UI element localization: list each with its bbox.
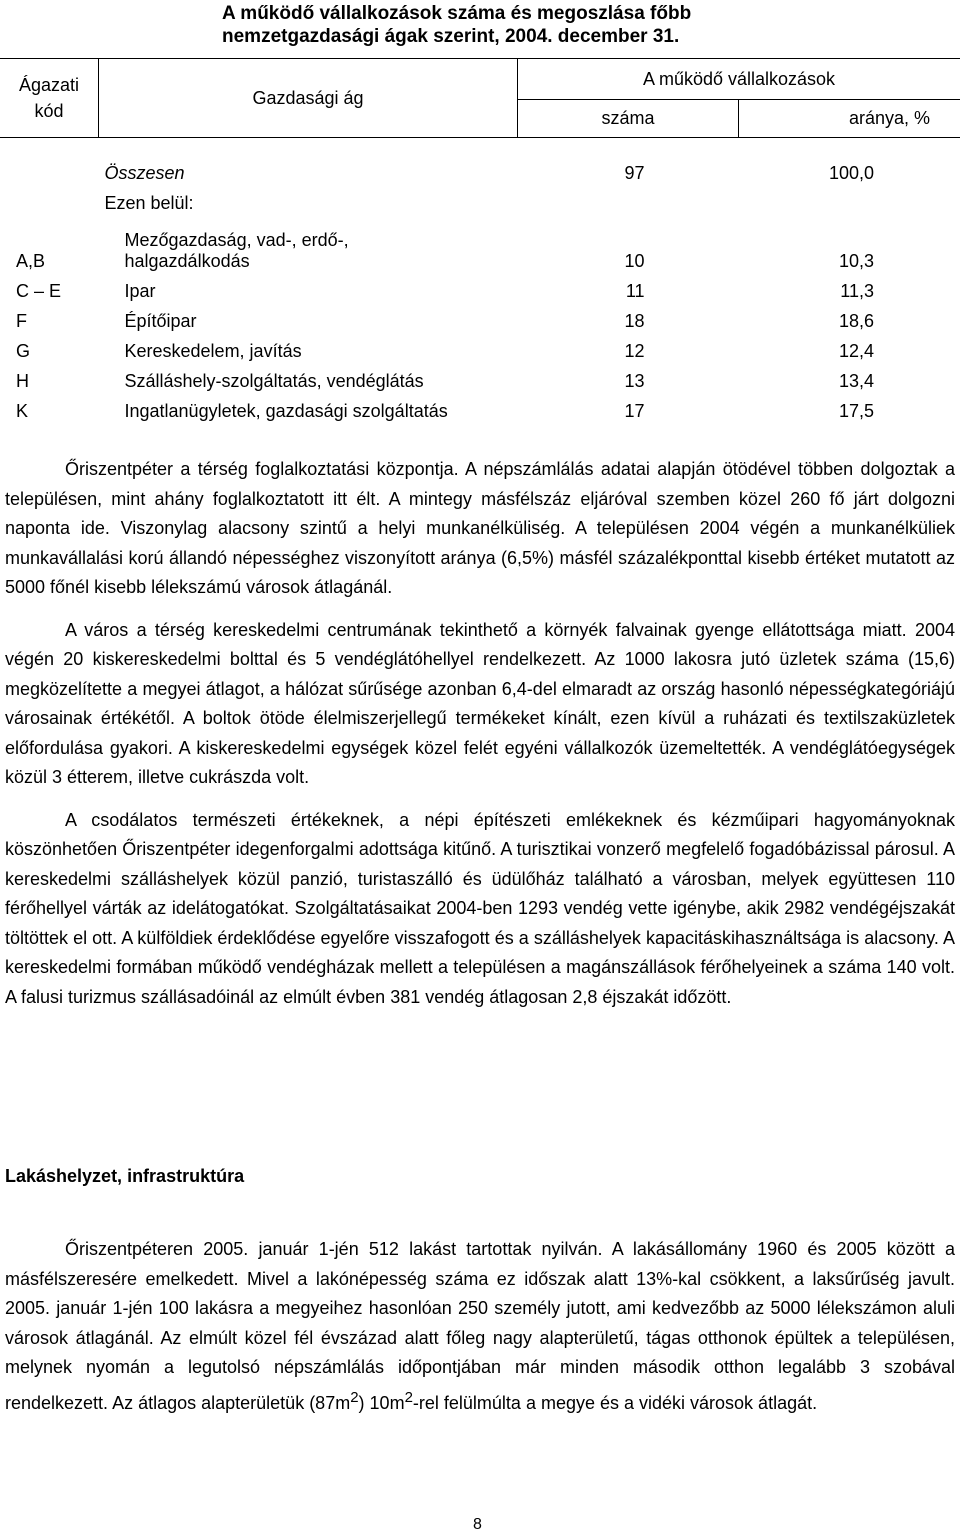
housing-text	[5, 1235, 955, 1418]
table-title-line-2: nemzetgazdasági ágak szerint, 2004. december 31.	[222, 26, 680, 47]
total-label: Összesen	[104, 162, 185, 183]
header-branch: Gazdasági ág	[99, 59, 518, 138]
row-count: 10	[624, 250, 645, 271]
enterprises-table	[0, 58, 960, 422]
paragraph-commerce: A város a térség kereskedelmi centrumának tekinthető a környék falvainak gyenge ellátottsága miatt. 2004 végén 20 kiskereskedelmi bolttal és 5 vendéglátóhellyel rendelkezett. Az 1000 lakosra jutó üzletek száma (15,6) megközelítette a megyei átlagot, a hálózat sűrűsége azonban 6,4-del elmaradt az ország hasonló népességkategóriájú városainak értékétől. A boltok ötöde élelmiszerjellegű termékeket kínált, ezen kívül a ruházati és textilszaküzletek előfordulása gyakori. A kiskereskedelmi egységek közel felét egyéni vállalkozók üzemeltették. A vendéglátóegységek közül 3 étterem, illetve cukrászda volt.	[5, 619, 955, 787]
header-count: száma	[518, 100, 739, 138]
housing-text-part-3: -rel felülmúlta a megye és a vidéki városok átlagát.	[412, 1392, 818, 1413]
row-code: F	[16, 310, 27, 331]
row-share: 18,6	[838, 310, 874, 331]
total-count: 97	[624, 162, 645, 183]
housing-text-part-1: Őriszentpéteren 2005. január 1-jén 512 lakást tartottak nyilván. A lakásállomány 1960 és 2005 között a másfélszeresére emelkedett. Mivel a lakónépesség száma ez időszak alatt 13%-kal csökkent, a laksűrűség javult. 2005. január 1-jén 100 lakásra a megyeihez hasonlóan 250 személy jutott, ami kedvezőbb az 5000 lélekszámon aluli városok átlagánál. Az elmúlt közel fél évszázad alatt főleg nagy alapterületű, tágas otthonok épültek a településen, melynek nyomán a legutolsó népszámlálás időpontjában már minden második otthon legalább 3 szobával rendelkezett. Az átlagos alapterületük (87m	[5, 1239, 955, 1413]
paragraph-employment: Őriszentpéter a térség foglalkoztatási központja. A népszámlálás adatai alapján ötödével többen dolgoztak a településen, mint ahány foglalkoztatott itt élt. A mintegy másfélszáz eljáróval szemben közel 260 fő járt dolgozni naponta ide. Viszonylag alacsony szintű a helyi munkanélküliség. A településen 2004 végén a munkanélküliek munkavállalási korú állandó népességhez viszonyított aránya (6,5%) másfél százalékponttal kisebb értéket mutatott az 5000 főnél kisebb lélekszámú városok átlagánál.	[5, 459, 955, 597]
row-branch-line-1: Mezőgazdaság, vad-, erdő-,	[124, 229, 349, 250]
row-count: 12	[624, 340, 645, 361]
row-branch: Ipar	[124, 280, 156, 301]
row-count: 17	[624, 400, 645, 421]
row-code: H	[16, 370, 29, 391]
page-number: 8	[473, 1516, 482, 1533]
row-share: 12,4	[838, 340, 874, 361]
header-code-line-1: Ágazati	[18, 75, 80, 95]
row-branch: Szálláshely-szolgáltatás, vendéglátás	[124, 370, 424, 391]
row-share: 17,5	[838, 400, 874, 421]
row-share: 13,4	[838, 370, 874, 391]
within-label: Ezen belül:	[104, 192, 194, 213]
row-count: 11	[625, 280, 645, 301]
paragraph-tourism: A csodálatos természeti értékeknek, a népi építészeti emlékeknek és kézműipari hagyományoknak köszönhetően Őriszentpéter idegenforgalmi adottsága kitűnő. A turisztikai vonzerő megfelelő fogadóbázissal párosul. A kereskedelmi szálláshelyek közül panzió, turistaszálló és üdülőház található a városban, melyek együttesen 110 férőhellyel várták az idelátogatókat. Szolgáltatásaikat 2004-ben 1293 vendég vette igénybe, akik 2982 vendégéjszakát töltöttek el ott. A külföldiek érdeklődése egyelőre visszafogott és a szálláshelyek kapacitáskihasználtsága is alacsony. A kereskedelmi formában működő vendégházak mellett a településen a magánszállások férőhelyeinek a száma 140 volt. A falusi turizmus szállásadóinál az elmúlt évben 381 vendég átlagosan 2,8 éjszakát időzött.	[5, 809, 955, 1007]
row-code: G	[16, 340, 31, 361]
row-branch-line-2: halgazdálkodás	[124, 250, 250, 271]
row-branch: Építőipar	[124, 310, 197, 331]
paragraph-housing	[5, 1235, 955, 1418]
header-code	[0, 59, 99, 138]
housing-text-part-2: ) 10m	[358, 1392, 405, 1413]
superscript: 2	[404, 1388, 413, 1406]
section-heading-housing: Lakáshelyzet, infrastruktúra	[5, 1166, 245, 1186]
row-code: C – E	[16, 280, 62, 301]
table-row-within	[0, 184, 960, 214]
table-title-line-1: A működő vállalkozások száma és megoszlása főbb	[222, 3, 692, 24]
header-code-line-2: kód	[34, 101, 64, 121]
row-branch	[99, 214, 518, 272]
row-share: 10,3	[838, 250, 874, 271]
total-share: 100,0	[828, 162, 874, 183]
row-count: 13	[624, 370, 645, 391]
superscript: 2	[350, 1388, 359, 1406]
table-row	[0, 302, 960, 332]
table-row	[0, 362, 960, 392]
table-row	[0, 392, 960, 422]
table-title	[222, 2, 762, 48]
table-row	[0, 214, 960, 272]
row-count: 18	[624, 310, 645, 331]
header-group: A működő vállalkozások	[518, 59, 960, 100]
table-row-total	[0, 138, 960, 184]
row-branch: Ingatlanügyletek, gazdasági szolgáltatás	[124, 400, 448, 421]
row-branch: Kereskedelem, javítás	[124, 340, 302, 361]
row-share: 11,3	[840, 280, 874, 301]
body-text	[5, 455, 955, 1012]
table-row	[0, 332, 960, 362]
header-share: aránya, %	[739, 100, 960, 138]
row-code: A,B	[16, 250, 46, 271]
table-row	[0, 272, 960, 302]
row-code: K	[16, 400, 29, 421]
